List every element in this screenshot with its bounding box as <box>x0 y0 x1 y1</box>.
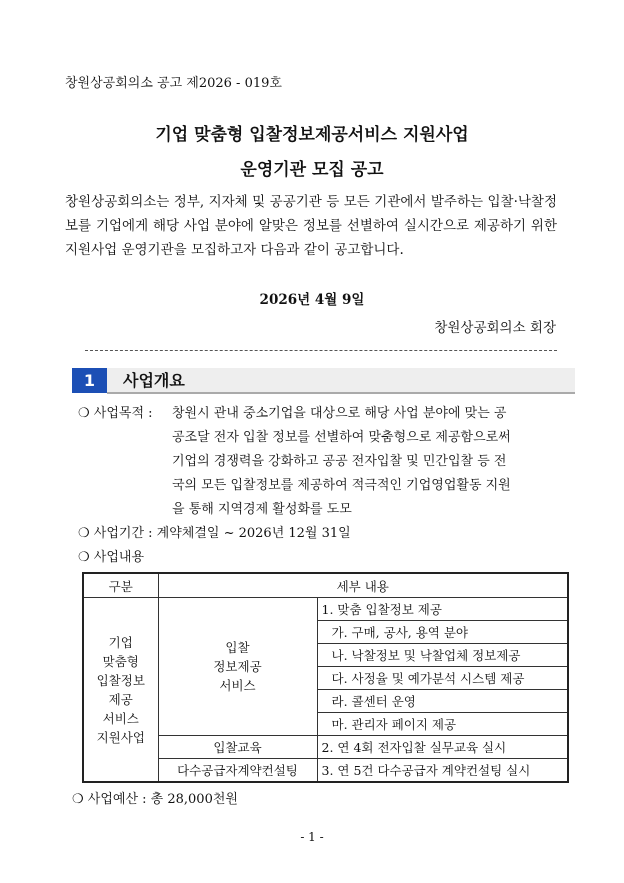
section-title: 사업개요 <box>123 371 185 390</box>
purpose-line: 공조달 전자 입찰 정보를 선별하여 맞춤형으로 제공함으로써 <box>172 430 511 445</box>
title-line-1: 기업 맞춤형 입찰정보제공서비스 지원사업 <box>155 125 469 145</box>
content-item: ❍ 사업내용 <box>78 550 145 565</box>
detail-cell: 다. 사정율 및 예가분석 시스템 제공 <box>317 667 568 690</box>
purpose-line: 창원시 관내 중소기업을 대상으로 해당 사업 분야에 맞는 공 <box>172 406 507 421</box>
intro-paragraph: 창원상공회의소는 정부, 지자체 및 공공기관 등 모든 기관에서 발주하는 입찰·낙찰정보를 기업에게 해당 사업 분야에 알맞은 정보를 선별하여 실시간으로 제공하기 위한 지원사업 운영기관을 모집하고자 다음과 같이 공고합니다. <box>65 194 557 258</box>
detail-cell: 라. 콜센터 운영 <box>317 690 568 713</box>
notice-number: 창원상공회의소 공고 제2026 - 019호 <box>65 76 282 91</box>
purpose-line: 기업의 경쟁력을 강화하고 공공 전자입찰 및 민간입찰 등 전 <box>172 454 507 469</box>
business-content-table <box>82 572 569 783</box>
detail-cell: 2. 연 4회 전자입찰 실무교육 실시 <box>317 736 568 759</box>
category-cell: 기업 맞춤형 입찰정보 제공 서비스 지원사업 <box>83 598 158 783</box>
group-cell: 입찰 정보제공 서비스 <box>158 598 317 736</box>
signatory: 창원상공회의소 회장 <box>434 320 556 336</box>
detail-cell: 1. 맞춤 입찰정보 제공 <box>317 598 568 621</box>
group-cell: 다수공급자계약컨설팅 <box>158 759 317 783</box>
header-details: 세부 내용 <box>158 573 568 598</box>
notice-date: 2026년 4월 9일 <box>259 292 365 308</box>
group-cell: 입찰교육 <box>158 736 317 759</box>
purpose-label: ❍ 사업목적 : <box>78 406 153 421</box>
table-row <box>83 598 568 621</box>
period-item: ❍ 사업기간 : 계약체결일 ~ 2026년 12월 31일 <box>78 526 351 541</box>
divider <box>85 350 557 351</box>
section-number: 1 <box>72 368 107 393</box>
title-line-2: 운영기관 모집 공고 <box>240 160 384 180</box>
detail-cell: 나. 낙찰정보 및 낙찰업체 정보제공 <box>317 644 568 667</box>
purpose-line: 을 통해 지역경제 활성화를 도모 <box>172 502 352 517</box>
purpose-line: 국의 모든 입찰정보를 제공하여 적극적인 기업영업활동 지원 <box>172 478 511 493</box>
budget-item: ❍ 사업예산 : 총 28,000천원 <box>72 792 238 807</box>
header-category: 구분 <box>83 573 158 598</box>
detail-cell: 3. 연 5건 다수공급자 계약컨설팅 실시 <box>317 759 568 783</box>
detail-cell: 마. 관리자 페이지 제공 <box>317 713 568 736</box>
detail-cell: 가. 구매, 공사, 용역 분야 <box>317 621 568 644</box>
table-header-row <box>83 573 568 598</box>
page-number: - 1 - <box>300 830 324 844</box>
